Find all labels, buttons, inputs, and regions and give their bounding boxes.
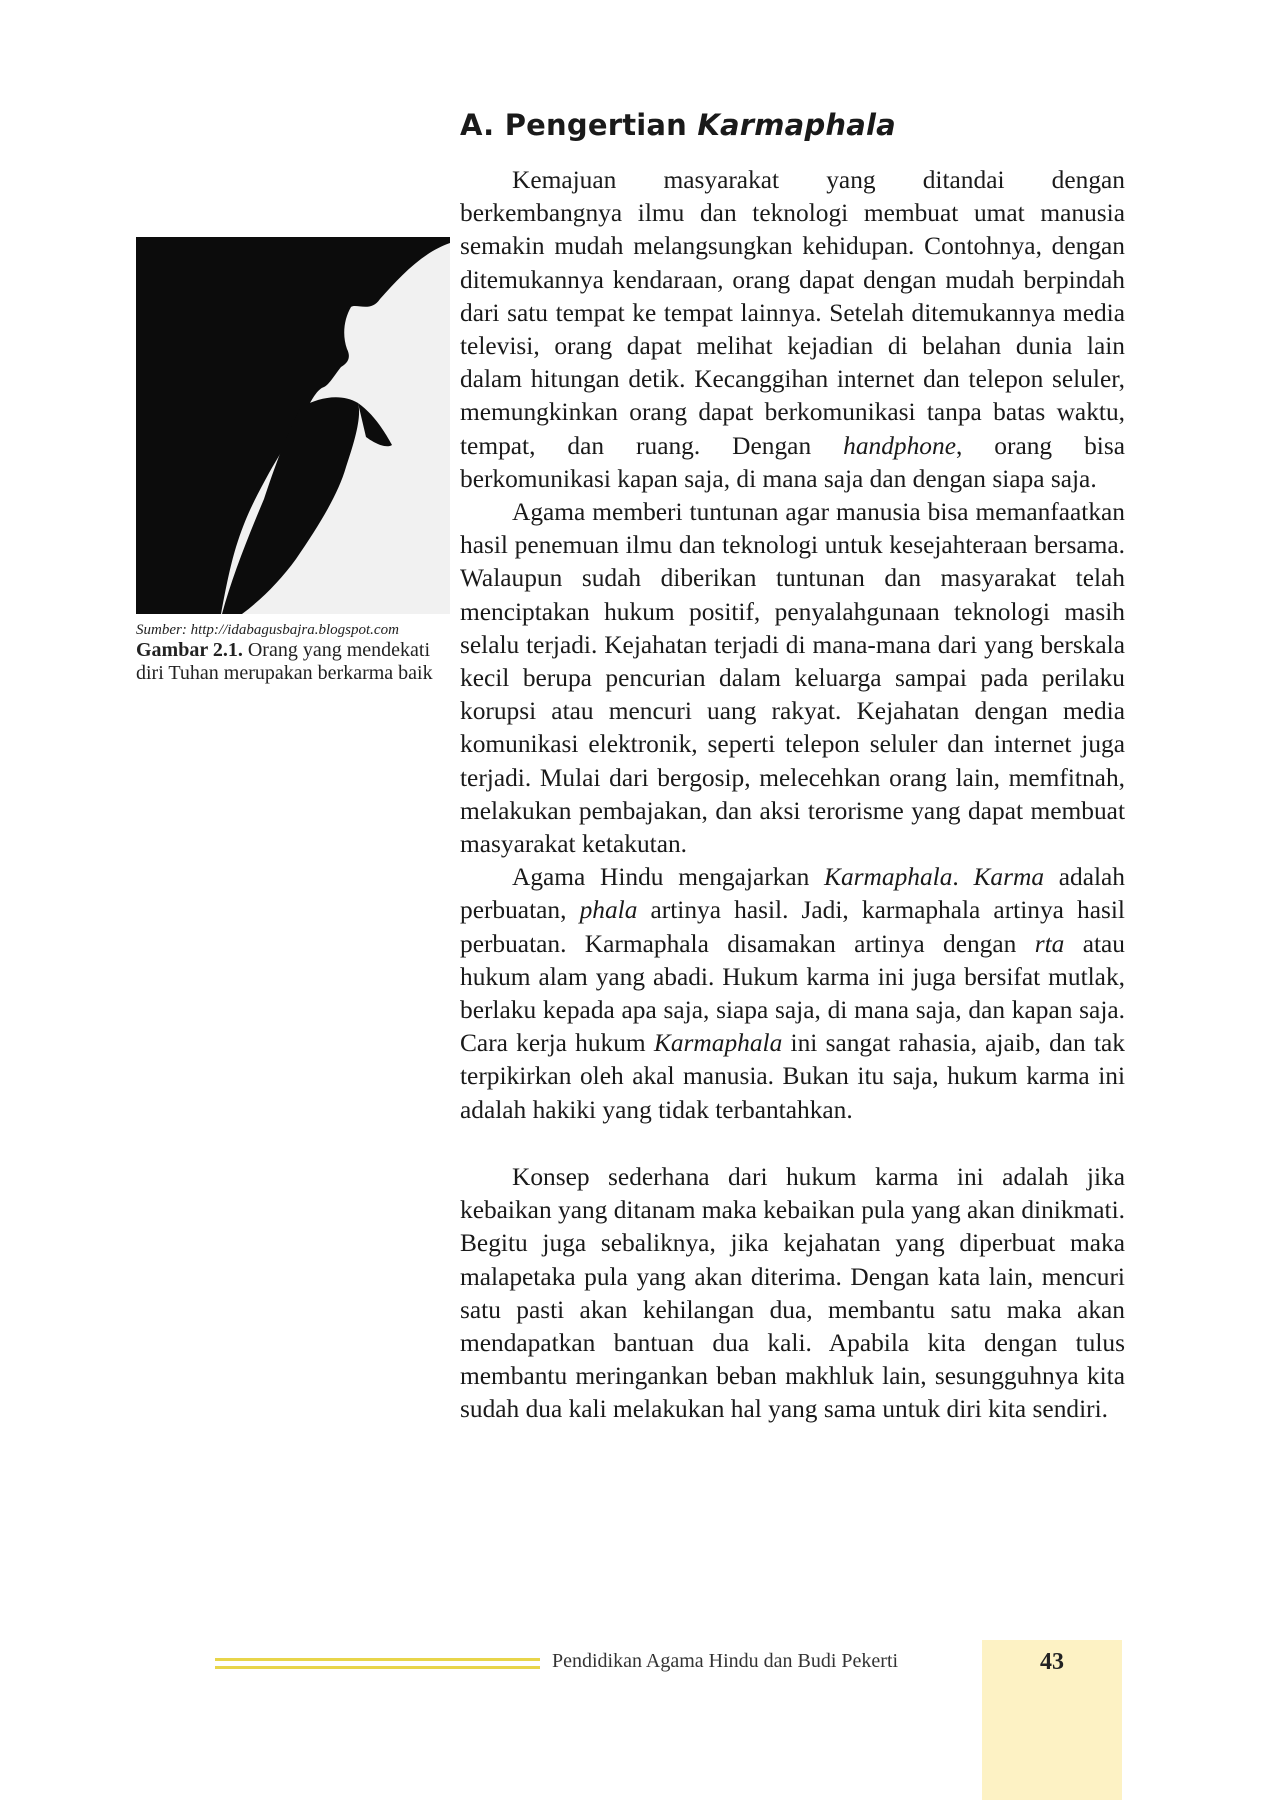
- text-run: Agama Hindu mengajarkan: [512, 863, 825, 892]
- text-run: Kemajuan masyarakat yang ditandai dengan berkembangnya ilmu dan teknologi membuat umat manusia semakin mudah melangsungkan kehidupan. Contohnya, dengan ditemukannya kendaraan, orang dapat dengan mudah berpindah dari satu tempat ke tempat lainnya. Setelah ditemukannya media televisi, orang dapat melihat kejadian di belahan dunia lain dalam hitungan detik. Kecanggihan internet dan telepon seluler, memungkinkan orang dapat berkomunikasi tanpa batas waktu, tempat, dan ruang. Dengan: [460, 166, 1125, 460]
- figure-source: Sumber: http://idabagusbajra.blogspot.com: [136, 622, 399, 638]
- praying-silhouette-image: [136, 237, 450, 614]
- italic-term: phala: [579, 896, 638, 925]
- paragraph: [460, 496, 1125, 861]
- italic-term: Karma: [973, 863, 1045, 892]
- text-run: adalah perbuatan,: [460, 863, 1125, 925]
- figure-caption: [136, 639, 450, 685]
- figure: [136, 237, 450, 685]
- heading-prefix: A. Pengertian: [460, 108, 698, 142]
- footer-line: [215, 1666, 540, 1669]
- footer-book-title: Pendidikan Agama Hindu dan Budi Pekerti: [552, 1650, 899, 1672]
- page-number: 43: [1040, 1649, 1064, 1675]
- text-run: Konsep sederhana dari hukum karma ini adalah jika kebaikan yang ditanam maka kebaikan pula yang akan dinikmati. Begitu juga sebaliknya, jika kejahatan yang diperbuat maka malapetaka pula yang akan diterima. Dengan kata lain, mencuri satu pasti akan kehilangan dua, membantu satu maka akan mendapatkan bantuan dua kali. Apabila kita dengan tulus membantu meringankan beban makhluk lain, sesungguhnya kita sudah dua kali melakukan hal yang sama untuk diri kita sendiri.: [460, 1162, 1125, 1424]
- text-run: artinya hasil. Jadi, karmaphala artinya hasil perbuatan. Karmaphala disamakan artinya dengan: [460, 896, 1125, 958]
- heading-keyword: Karmaphala: [697, 108, 896, 142]
- text-run: Agama memberi tuntunan agar manusia bisa memanfaatkan hasil penemuan ilmu dan teknologi untuk kesejahteraan bersama. Walaupun sudah diberikan tuntunan dan masyarakat telah menciptakan hukum positif, penyalahgunaan teknologi masih selalu terjadi. Kejahatan terjadi di mana-mana dari yang berskala kecil berupa pencurian dalam keluarga sampai pada perilaku korupsi atau mencuri uang rakyat. Kejahatan dengan media komunikasi elektronik, seperti telepon seluler dan internet juga terjadi. Mulai dari bergosip, melecehkan orang lain, memfitnah, melakukan pembajakan, dan aksi terorisme yang dapat membuat masyarakat ketakutan.: [460, 498, 1125, 859]
- italic-term: handphone: [843, 431, 956, 460]
- body-text: [460, 164, 1125, 1427]
- paragraph: [460, 1161, 1125, 1427]
- text-run: .: [952, 863, 974, 892]
- paragraph: [460, 861, 1125, 1127]
- paragraph: [460, 164, 1125, 496]
- italic-term: Karmaphala: [824, 863, 953, 892]
- text-run: , orang bisa berkomunikasi kapan saja, di mana saja dan dengan siapa saja.: [460, 431, 1125, 493]
- footer-decoration: [215, 1658, 540, 1672]
- figure-caption-text: Orang yang mendekati diri Tuhan merupakan berkarma baik: [136, 639, 433, 684]
- italic-term: rta: [1034, 929, 1065, 958]
- section-heading: [460, 108, 896, 142]
- text-run: atau hukum alam yang abadi. Hukum karma ini juga bersifat mutlak, berlaku kepada apa saja, siapa saja, di mana saja, dan kapan saja. Cara kerja hukum: [460, 929, 1125, 1058]
- italic-term: Karmaphala: [653, 1029, 783, 1058]
- figure-label: Gambar 2.1.: [136, 639, 243, 661]
- text-run: ini sangat rahasia, ajaib, dan tak terpikirkan oleh akal manusia. Bukan itu saja, hukum karma ini adalah hakiki yang tidak terbantahkan.: [460, 1029, 1126, 1124]
- footer-line: [215, 1658, 540, 1661]
